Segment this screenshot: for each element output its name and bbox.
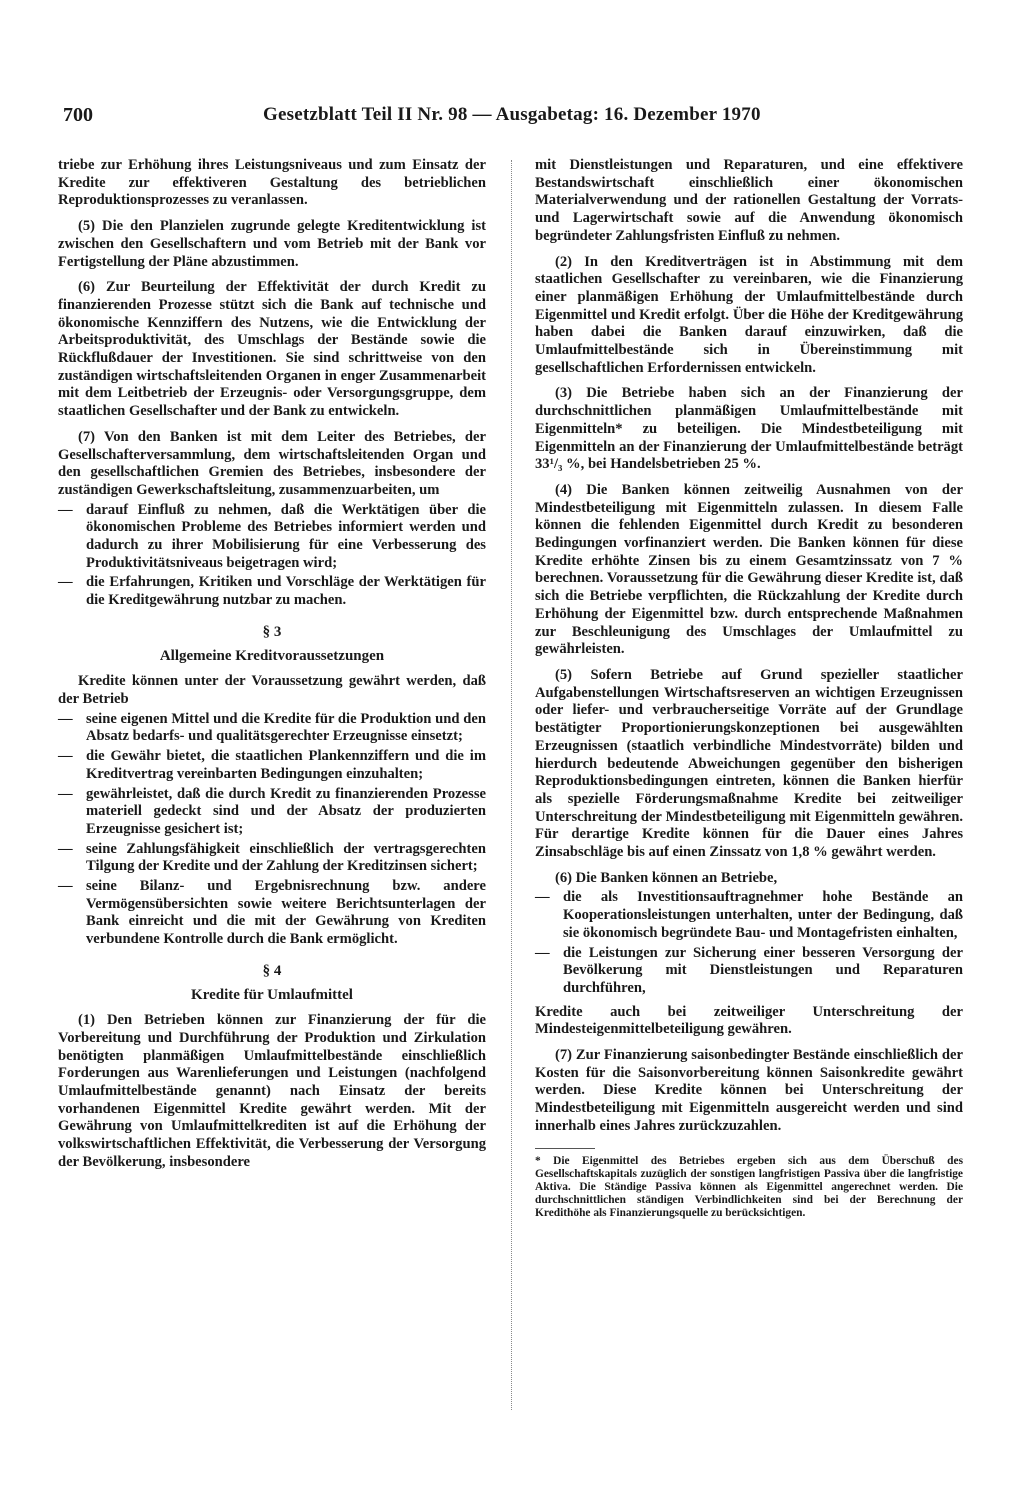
section-4-paragraph-1: (1) Den Betrieben können zur Finanzierung der für die Vorbereitung und Durchführung der Produktion und Zirkulation benötigten planmäßigen Umlaufmittelbestände einschließlich Forderungen aus Warenlieferungen und Leistungen (nachfolgend Umlaufmittelbestände genannt) nach Einsatz der bereits vorhandenen Eigenmittel Kredite gewährt werden. Mit der Gewährung von Umlaufmittelkrediten ist auf die Erhöhung der volkswirtschaftlichen Effektivität, die Verbesserung der Versorgung der Bevölkerung, insbesondere <box>58 1012 486 1170</box>
list-item: — seine Bilanz- und Ergebnisrechnung bzw. andere Vermögensübersichten sowie weitere Berichtsunterlagen der Bank einreicht und die mit der Gewährung von Krediten verbundene Kontrolle durch die Bank ermöglicht. <box>58 878 486 949</box>
section-4-number: § 4 <box>262 962 282 979</box>
list-item: — seine eigenen Mittel und die Kredite für die Produktion und den Absatz bedarfs- und qualitätsgerechter Erzeugnisse einsetzt; <box>58 711 486 746</box>
paragraph-7-list <box>58 502 486 610</box>
list-item: — gewährleistet, daß die durch Kredit zu finanzierenden Prozesse materiell gedeckt sind und der Absatz der produzierten Erzeugnisse gesichert ist; <box>58 786 486 839</box>
paragraph-continued: mit Dienstleistungen und Reparaturen, und eine effektivere Bestandswirtschaft einschließlich einer ökonomischen Materialverwendung und der rationellen Gestaltung der Vorrats- und Lagerwirtschaft sowie auf die Anwendung ökonomisch begründeter Zahlungsfristen Einfluß zu nehmen. <box>535 157 963 244</box>
paragraph-6-end: Kredite auch bei zeitweiliger Unterschreitung der Mindesteigenmittelbeteiligung gewähren. <box>535 1003 963 1038</box>
list-item: — die als Investitionsauftragnehmer hohe Bestände an Kooperationsleistungen unterhalten, unter der Bedingung, daß sie ökonomisch begründete Bau- und Montagefristen einhalten, <box>535 889 963 942</box>
section-3-title: Allgemeine Kreditvoraussetzungen <box>159 647 385 664</box>
header-title: Gesetzblatt Teil II Nr. 98 — Ausgabetag: 16. Dezember 1970 <box>263 104 761 125</box>
list-item: — die Leistungen zur Sicherung einer besseren Versorgung der Bevölkerung mit Dienstleistungen und Reparaturen durchführen, <box>535 945 963 998</box>
list-item: — seine Zahlungsfähigkeit einschließlich der vertragsgerechten Tilgung der Kredite und der Zahlung der Kreditzinsen sichert; <box>58 841 486 876</box>
paragraph-7: (7) Von den Banken ist mit dem Leiter des Betriebes, der Gesellschafterversammlung, dem wirtschaftsleitenden Organ und den gesellschaftlichen Gremien des Betriebes, insbesondere der zuständigen Gewerkschaftsleitung, zusammenzuarbeiten, um <box>58 428 486 498</box>
section-4-title: Kredite für Umlaufmittel <box>191 986 353 1003</box>
paragraph-7: (7) Zur Finanzierung saisonbedingter Bestände einschließlich der Kosten für die Saisonvorbereitung können Saisonkredite gewährt werden. Diese Kredite können bei Unterschreitung der Mindestbeteiligung mit Eigenmitteln ausgereicht werden und sind innerhalb eines Jahres zurückzuzahlen. <box>535 1047 963 1134</box>
paragraph-2: (2) In den Kreditverträgen ist in Abstimmung mit dem staatlichen Gesellschafter zu vereinbaren, wie die Finanzierung einer planmäßigen Erhöhung der Umlaufmittelbestände durch Eigenmittel und Kredit erfolgt. Über die Höhe der Kreditgewährung haben dabei die Banken darauf einzuwirken, daß die Umlaufmittelbestände sich in Übereinstimmung mit gesellschaftlichen Erfordernissen entwickeln. <box>535 253 963 376</box>
paragraph-6: (6) Zur Beurteilung der Effektivität der durch Kredit zu finanzierenden Prozesse stützt sich die Bank auf technische und ökonomische Kennziffern des Nutzens, wie die Entwicklung der Arbeitsproduktivität, des Umschlags der Bestände sowie die Rückflußdauer der Investitionen. Sie sind schrittweise von den zuständigen wirtschaftsleitenden Organen in enger Zusammenarbeit mit dem Leitbetrieb der Erzeugnis- oder Versorgungsgruppe, dem staatlichen Gesellschafter und der Bank zu entwickeln. <box>58 279 486 420</box>
section-3-number: § 3 <box>262 623 282 640</box>
list-item: — darauf Einfluß zu nehmen, daß die Werktätigen über die ökonomischen Probleme des Betriebes informiert werden und dadurch zu ihrer Mobilisierung für eine Verbesserung des Produktivitätsniveaus beigetragen wird; <box>58 502 486 573</box>
paragraph-5: (5) Die den Planzielen zugrunde gelegte Kreditentwicklung ist zwischen den Gesellschaftern und vom Betrieb mit der Bank vor Fertigstellung der Pläne abzustimmen. <box>58 218 486 270</box>
footnote: * Die Eigenmittel des Betriebes ergeben sich aus dem Überschuß des Gesellschaftskapitals zuzüglich der sonstigen langfristigen Passiva über die langfristige Aktiva. Die Ständige Passiva können als Eigenmittel angerechnet werden. Die durchschnittlichen ständigen Verbindlichkeiten sind bei der Berechnung der Kredithöhe als Finanzierungsquelle zu berücksichtigen. <box>535 1154 963 1219</box>
page-number: 700 <box>63 104 93 126</box>
right-column <box>535 157 963 1220</box>
list-item: — die Gewähr bietet, die staatlichen Plankennziffern und die im Kreditvertrag vereinbarten Bedingungen einzuhalten; <box>58 748 486 783</box>
left-column <box>58 157 486 1180</box>
paragraph-3: (3) Die Betriebe haben sich an der Finanzierung der durchschnittlichen planmäßigen Umlaufmittelbestände mit Eigenmitteln* zu beteiligen. Die Mindestbeteiligung mit Eigenmitteln an der Finanzierung der Umlaufmittelbestände beträgt 33¹/₃ %, bei Handelsbetrieben 25 %. <box>535 385 963 473</box>
paragraph-5: (5) Sofern Betriebe auf Grund spezieller staatlicher Aufgabenstellungen Wirtschaftsreserven an wichtigen Erzeugnissen oder liefer- und verbraucherseitige Vorräte auf der Grundlage bestätigter Proportionierungskonzeptionen bei ausgewählten Erzeugnissen (staatlich verbindliche Mindestvorräte) bilden und hierdurch bedeutende Abweichungen gegenüber den bisherigen Reproduktionsbedingungen eintreten, können die Banken hierfür als spezielle Förderungsmaßnahme Kredite bei zeitweiliger Unterschreitung der Mindestbeteiligung mit Eigenmitteln gewähren. Für derartige Kredite können für die Dauer eines Jahres Zinsabschläge bis auf einen Zinssatz von 1,8 % gewährt werden. <box>535 666 963 861</box>
paragraph-continued: triebe zur Erhöhung ihres Leistungsniveaus und zum Einsatz der Kredite zur effektiveren Gestaltung des betrieblichen Reproduktionsprozesses zu veranlassen. <box>58 157 486 209</box>
paragraph-4: (4) Die Banken können zeitweilig Ausnahmen von der Mindestbeteiligung mit Eigenmitteln zulassen. In diesem Falle können die fehlenden Eigenmittel durch Kredit zu besonderen Bedingungen vorfinanziert werden. Die Banken können für diese Kredite erhöhte Zinsen bis zu einem Gesamtzinssatz von 7 % berechnen. Voraussetzung für die Gewährung dieser Kredite ist, daß sich die Betriebe verpflichten, die Rückzahlung der Kredite durch Erhöhung der Eigenmittel bzw. durch entsprechende Maßnahmen zur Beschleunigung des Umschlages der Umlaufmittel zu gewährleisten. <box>535 481 963 658</box>
section-3-list <box>58 711 486 949</box>
section-3-intro: Kredite können unter der Voraussetzung gewährt werden, daß der Betrieb <box>58 673 486 707</box>
paragraph-6: (6) Die Banken können an Betriebe, <box>555 869 778 886</box>
paragraph-6-list <box>535 889 963 997</box>
footnote-rule <box>535 1148 595 1149</box>
column-divider <box>511 160 512 1410</box>
list-item: — die Erfahrungen, Kritiken und Vorschläge der Werktätigen für die Kreditgewährung nutzbar zu machen. <box>58 574 486 609</box>
